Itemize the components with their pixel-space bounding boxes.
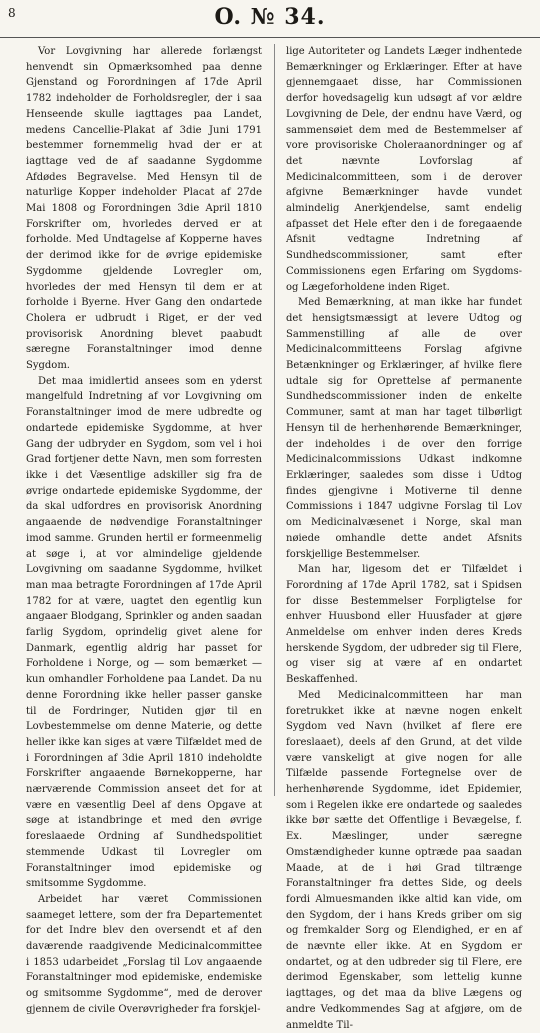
right-column	[286, 44, 522, 1031]
column-divider	[274, 44, 275, 796]
paragraph: lige Autoriteter og Landets Læger indhentede Bemærkninger og Erklæringer. Efter at have gjennemgaaet disse, har Commissionen derfor hovedsagelig kun udsøgt af vor ældre Lovgivning de Dele, der endnu have Værd, og sammensøiet dem med de Bestemmelser af vore provisoriske Choleraanordninger og af det nævnte Lovforslag af Medicinalcommitteen, som i de derover afgivne Bemærkninger havde vundet almindelig Anerkjendelse, samt endelig afpasset det Hele efter den i de foregaaende Afsnit vedtagne Indretning af Sundhedscommissioner, samt efter Commissionens egen Erfaring om Sygdoms- og Lægeforholdene inden Riget.	[286, 46, 522, 293]
paragraph: Man har, ligesom det er Tilfældet i Forordning af 17de April 1782, sat i Spidsen for disse Bestemmelser Forpligtelse for enhver Huusbond eller Huusfader at gjøre Anmeldelse om enhver inden deres Kreds herskende Sygdom, der udbreder sig til Flere, og viser sig at være af en ondartet Beskaffenhed.	[286, 564, 522, 686]
header-rule	[0, 37, 540, 38]
page-number: 8	[8, 6, 16, 20]
page-header	[0, 0, 540, 34]
paragraph: Det maa imidlertid ansees som en yderst mangelfuld Indretning af vor Lovgivning om Foranstaltninger imod de mere udbredte og ondartede epidemiske Sygdomme, at hver Gang der udbryder en Sygdom, som vel i hoi Grad fortjener dette Navn, men som forresten ikke i det Væsentlige adskiller sig fra de øvrige ondartede epidemiske Sygdomme, der da skal udfordres en provisorisk Anordning angaaende de nødvendige Foranstaltninger imod samme. Grunden hertil er formeenmelig at søge i, at vor almindelige gjeldende Lovgivning om saadanne Sygdomme, hvilket man maa betragte Forordningen af 17de April 1782 for at være, uagtet den egentlig kun angaaer Blodgang, Sprinkler og anden saadan farlig Sygdom, oprindelig givet alene for Danmark, egentlig aldrig har passet for Forholdene i Norge, og — som bemærket — kun omhandler Forholdene paa Landet. Da nu denne Forordning ikke heller passer ganske til de Fordringer, Nutiden gjør til en Lovbestemmelse om denne Materie, og dette heller ikke kan siges at være Tilfældet med de i Forordningen af 3die April 1810 indeholdte Forskrifter angaaende Børnekopperne, har nærværende Commission anseet det for at være en væsentlig Deel af dens Opgave at søge at istandbringe et med den øvrige foreslaaede Ordning af Sundhedspolitiet stemmende Udkast til Lovregler om Foranstaltninger imod epidemiske og smitsomme Sygdomme.	[26, 375, 262, 890]
paragraph: Med Medicinalcommitteen har man foretrukket ikke at nævne nogen enkelt Sygdom ved Navn (hvilket af flere ere foreslaaet), deels af den Grund, at det vilde være vanskeligt at give nogen for alle Tilfælde passende Fortegnelse over de herhenhørende Sygdomme, idet Epidemier, som i Regelen ikke ere ondartede og saaledes ikke bør sætte det Offentlige i Bevægelse, f. Ex. Mæslinger, under særegne Omstændigheder kunne optræde paa saadan Maade, at de i høi Grad tiltrænge Foranstaltninger fra dettes Side, og deels fordi Almuesmanden ikke altid kan vide, om den Sygdom, der i hans Kreds griber om sig og fremkalder Sorg og Elendighed, er en af de nævnte eller ikke. At en Sygdom er ondartet, og at den udbreder sig til Flere, ere derimod Egenskaber, som lettelig kunne iagttages, og det maa da blive Lægens og andre Vedkommendes Sag at afgjøre, om de anmeldte Til-	[286, 689, 522, 1031]
paragraph: Arbeidet har været Commissionen saameget lettere, som der fra Departementet for det Indre blev den oversendt et af den daværende raadgivende Medicinalcommittee i 1853 udarbeidet „Forslag til Lov angaaende Foranstaltninger mod epidemiske, endemiske og smitsomme Sygdomme“, med de derover gjennem de civile Overøvrigheder fra forskjel-	[26, 893, 262, 1015]
left-column	[26, 44, 262, 1015]
paragraph: Med Bemærkning, at man ikke har fundet det hensigtsmæssigt at levere Udtog og Sammenstilling af alle de over Medicinalcommitteens Forslag afgivne Betænkninger og Erklæringer, af hvilke flere udtale sig for Oprettelse af permanente Sundhedscommissioner inden de enkelte Communer, samt at man har taget tilbørligt Hensyn til de herhenhørende Bemærkninger, der indeholdes i de over den forrige Medicinalcommissions Udkast indkomne Erklæringer, saaledes som disse i Udtog findes gjengivne i Motiverne til denne Commissions i 1847 udgivne Forslag til Lov om Medicinalvæsenet i Norge, skal man nøiede omhandle dette andet Afsnits forskjellige Bestemmelser.	[286, 297, 522, 560]
paragraph: Vor Lovgivning har allerede forlængst henvendt sin Opmærksomhed paa denne Gjenstand og Forordningen af 17de April 1782 indeholder de Forholdsregler, der i saa Henseende skulle iagttages paa Landet, medens Cancellie-Plakat af 3die Juni 1791 bestemmer fornemmelig hvad der er at iagttage ved de af saadanne Sygdomme Afdødes Begravelse. Med Hensyn til de naturlige Kopper indeholder Placat af 27de Mai 1808 og Forordningen 3die April 1810 Forskrifter om, hvorledes derved er at forholde. Med Undtagelse af Kopperne haves der derimod ikke for de øvrige epidemiske Sygdomme gjeldende Lovregler om, hvorledes der med Hensyn til dem er at forholde i Byerne. Hver Gang den ondartede Cholera er udbrudt i Riget, er der ved provisorisk Anordning blevet paabudt særegne Foranstaltninger imod denne Sygdom.	[26, 46, 262, 372]
text-columns	[26, 44, 522, 1031]
issue-number: O. № 34.	[214, 4, 326, 30]
